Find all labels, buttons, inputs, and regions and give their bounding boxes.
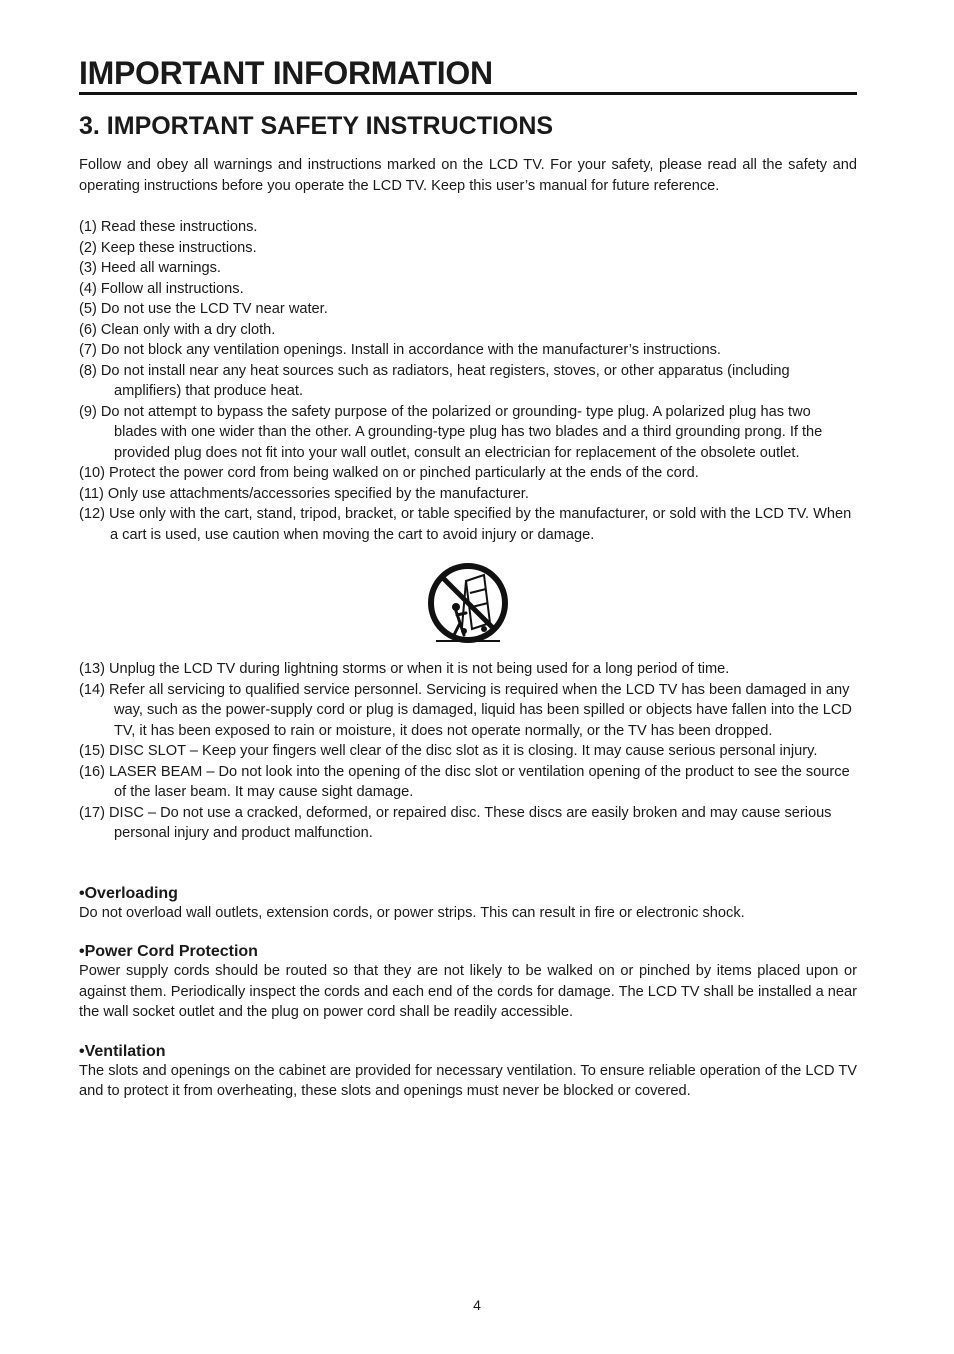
- instruction-item: (13) Unplug the LCD TV during lightning storms or when it is not being used for a long period of time.: [79, 661, 730, 677]
- instruction-item: (14) Refer all servicing to qualified service personnel. Servicing is required when the LCD TV has been damaged in any way, such as the power-supply cord or plug is damaged, liquid has been spilled or objects have fallen into the LCD TV, it has been exposed to rain or moisture, it does not operate normally, or the TV has been dropped.: [79, 681, 852, 739]
- power-cord-section: [79, 943, 857, 1023]
- cart-warning-icon: [426, 563, 510, 645]
- instruction-item: (7) Do not block any ventilation openings. Install in accordance with the manufacturer’s instructions.: [79, 342, 721, 358]
- instruction-item: (9) Do not attempt to bypass the safety purpose of the polarized or grounding- type plug. A polarized plug has two blades with one wider than the other. A grounding-type plug has two blades and a third grounding prong. If the provided plug does not fit into your wall outlet, consult an electrician for replacement of the obsolete outlet.: [79, 403, 823, 461]
- page-content: [79, 54, 857, 1102]
- instruction-item: (3) Heed all warnings.: [79, 260, 221, 276]
- instruction-item: (11) Only use attachments/accessories specified by the manufacturer.: [79, 485, 529, 502]
- instruction-item: (6) Clean only with a dry cloth.: [79, 321, 276, 338]
- instruction-item: (10) Protect the power cord from being walked on or pinched particularly at the ends of the cord.: [79, 465, 699, 481]
- instruction-list-b: [79, 659, 857, 844]
- power-cord-text: Power supply cords should be routed so that they are not likely to be walked on or pinched by items placed upon or against them. Periodically inspect the cords and each end of the cords for damage. The LCD TV shall be installed a near the wall socket outlet and the plug on power cord shall be readily accessible.: [79, 963, 857, 1020]
- section-title: 3. IMPORTANT SAFETY INSTRUCTIONS: [79, 112, 554, 140]
- power-cord-title: •Power Cord Protection: [79, 943, 258, 960]
- instruction-item: (17) DISC – Do not use a cracked, deformed, or repaired disc. These discs are easily broken and may cause serious personal injury and product malfunction.: [79, 804, 832, 841]
- instruction-item: (8) Do not install near any heat sources such as radiators, heat registers, stoves, or other apparatus (including amplifiers) that produce heat.: [79, 362, 790, 399]
- cart-warning-figure: [79, 563, 857, 645]
- instruction-item: (12) Use only with the cart, stand, tripod, bracket, or table specified by the manufacturer, or sold with the LCD TV. When a cart is used, use caution when moving the cart to avoid injury or damage.: [79, 506, 852, 543]
- instruction-item: (2) Keep these instructions.: [79, 239, 257, 256]
- instruction-item: (5) Do not use the LCD TV near water.: [79, 301, 328, 317]
- overloading-text: Do not overload wall outlets, extension cords, or power strips. This can result in fire or electronic shock.: [79, 904, 745, 921]
- intro-paragraph: Follow and obey all warnings and instructions marked on the LCD TV. For your safety, please read all the safety and operating instructions before you operate the LCD TV. Keep this user’s manual for future reference.: [79, 157, 857, 194]
- instruction-item: (1) Read these instructions.: [79, 219, 258, 235]
- instruction-list-a: [79, 217, 857, 545]
- instruction-item: (4) Follow all instructions.: [79, 280, 244, 297]
- overloading-section: [79, 885, 857, 924]
- page-number: 4: [473, 1297, 481, 1313]
- instruction-item: (15) DISC SLOT – Keep your fingers well clear of the disc slot as it is closing. It may cause serious personal injury.: [79, 743, 818, 759]
- instruction-item: (16) LASER BEAM – Do not look into the opening of the disc slot or ventilation opening of the product to see the source of the laser beam. It may cause sight damage.: [79, 763, 850, 800]
- page-header-title: IMPORTANT INFORMATION: [79, 54, 857, 95]
- ventilation-title: •Ventilation: [79, 1042, 166, 1060]
- ventilation-text: The slots and openings on the cabinet are provided for necessary ventilation. To ensure reliable operation of the LCD TV and to protect it from overheating, these slots and openings must never be blocked or covered.: [79, 1062, 857, 1099]
- ventilation-section: [79, 1043, 857, 1102]
- overloading-title: •Overloading: [79, 884, 178, 902]
